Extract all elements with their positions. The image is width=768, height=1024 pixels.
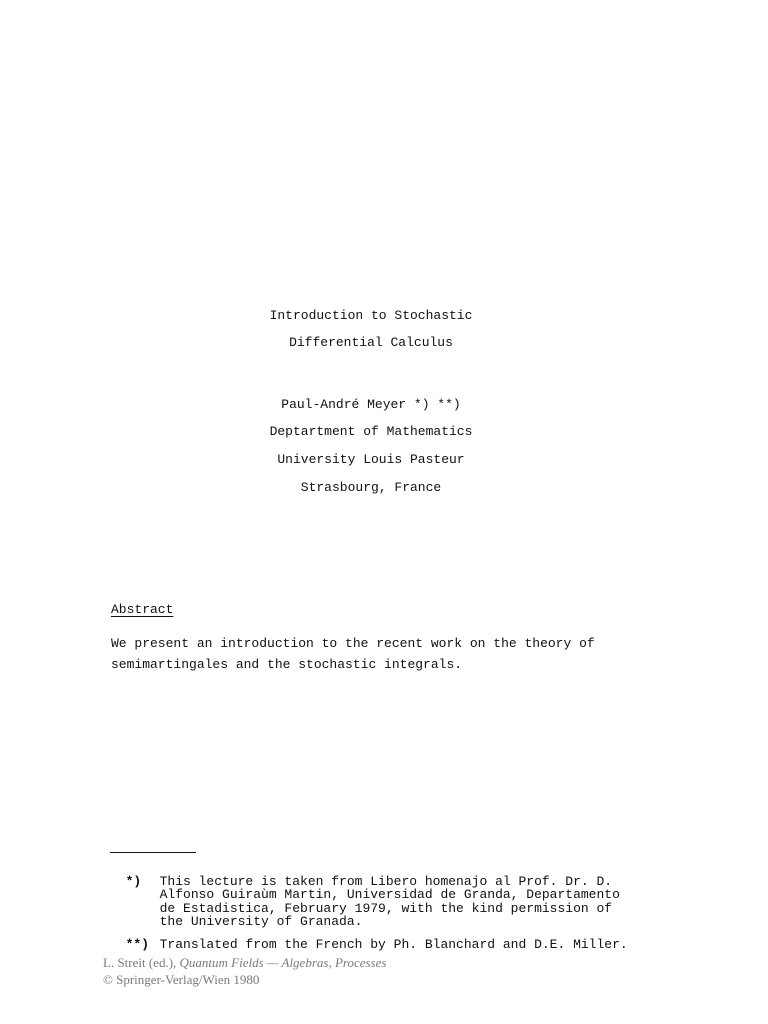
footnote-rule bbox=[110, 852, 196, 853]
footnote-2-mark: **) bbox=[125, 936, 150, 952]
author-department: Deptartment of Mathematics bbox=[269, 424, 473, 439]
footnote-2 bbox=[110, 924, 628, 951]
footnote-1-line-4: the University of Granada. bbox=[159, 914, 363, 929]
copyright-line: © Springer-Verlag/Wien 1980 bbox=[103, 972, 260, 987]
abstract-heading: Abstract bbox=[111, 602, 174, 617]
footnote-1-line-1: This lecture is taken from Libero homenajo al Prof. Dr. D. bbox=[159, 873, 613, 889]
citation-line bbox=[103, 955, 386, 971]
abstract-line-1: We present an introduction to the recent work on the theory of bbox=[111, 636, 595, 651]
citation-editor: L. Streit (ed.), bbox=[103, 955, 177, 970]
author-name: Paul-André Meyer *) **) bbox=[281, 397, 461, 412]
footnote-1-mark: *) bbox=[125, 873, 142, 889]
footnote-1 bbox=[110, 861, 620, 929]
author-location: Strasbourg, France bbox=[300, 480, 442, 495]
abstract-line-2: semimartingales and the stochastic integrals. bbox=[111, 657, 463, 672]
title-line-2: Differential Calculus bbox=[289, 335, 453, 350]
citation-book-title: Quantum Fields — Algebras, Processes bbox=[179, 955, 387, 970]
footnote-1-text bbox=[160, 875, 620, 929]
footnote-1-line-2: Alfonso Guiraùm Martin, Universidad de Granda, Departamento bbox=[159, 887, 620, 902]
footnote-2-line-1: Translated from the French by Ph. Blanchard and D.E. Miller. bbox=[159, 936, 628, 952]
footnote-2-text bbox=[160, 938, 628, 952]
footnote-1-line-3: de Estadistica, February 1979, with the kind permission of bbox=[159, 900, 613, 916]
title-line-1: Introduction to Stochastic bbox=[269, 308, 473, 323]
author-university: University Louis Pasteur bbox=[277, 452, 465, 467]
